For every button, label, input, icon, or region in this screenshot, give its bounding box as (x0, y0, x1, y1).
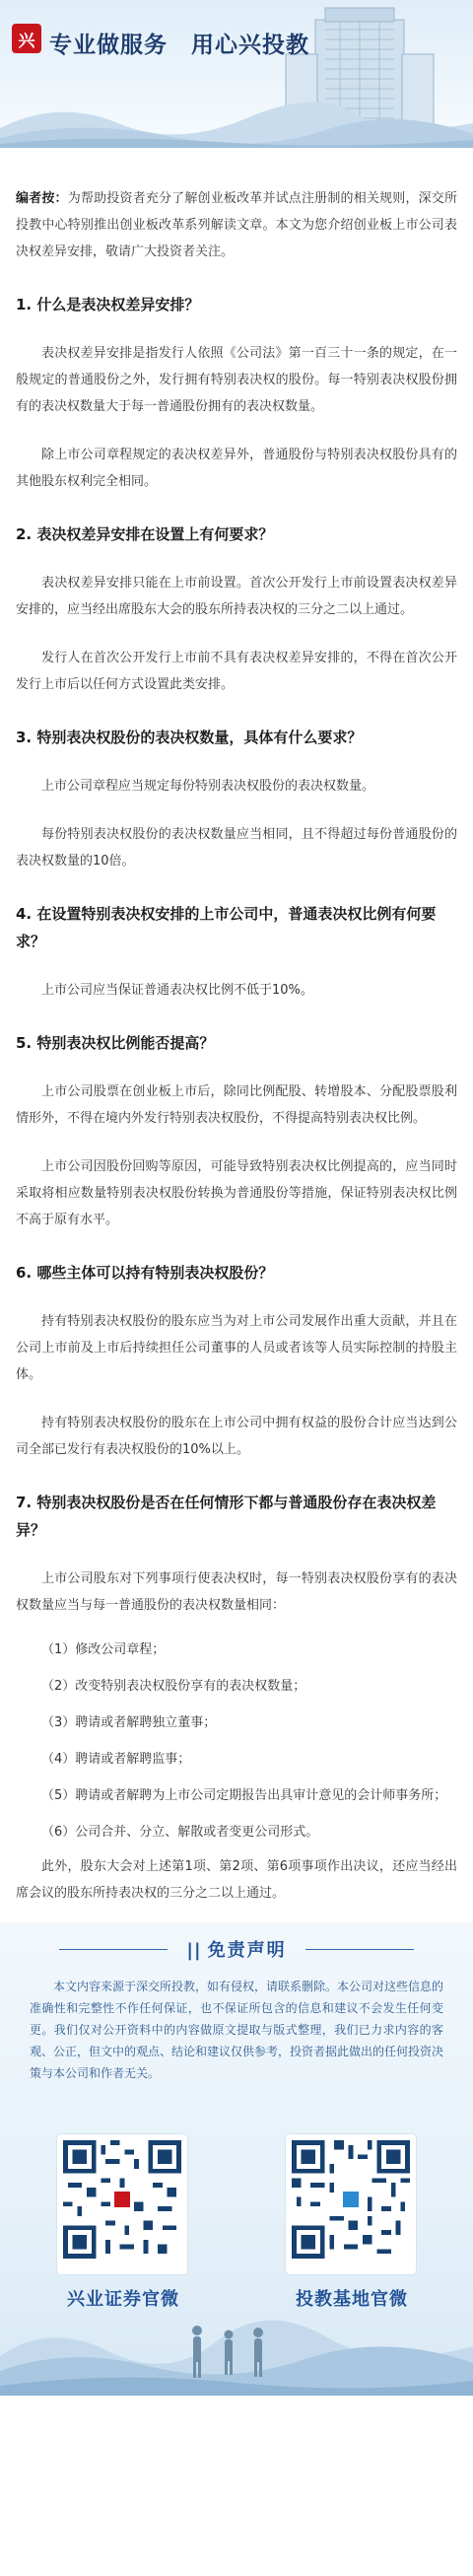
qr-label-xingye: 兴业证券官微 (67, 2289, 179, 2310)
header-banner (0, 0, 473, 148)
hills-decoration (0, 69, 473, 148)
list-item: （2）改变特别表决权股份享有的表决权数量； (41, 1679, 306, 1694)
header-slogan: 专业做服务 用心兴投教 (49, 33, 309, 58)
brand-logo: 兴 (12, 24, 41, 53)
title-bars-icon: || (186, 1940, 202, 1961)
disclaimer-text: 本文内容来源于深交所投教，如有侵权，请联系删除。本公司对这些信息的准确性和完整性不作任何保证，也不保证所包含的信息和建议不会发生任何变更。我们仅对公开资料中的内容做原文提取与版式整理，我们已力求内容的客观、公正，但文中的观点、结论和建议仅供参考，投资者据此做出的任何投资决策与本公司和作者无关。 (30, 1980, 444, 2080)
section-7-list (16, 1636, 457, 1845)
section-1-title: 1. 什么是表决权差异安排？ (16, 296, 200, 313)
section-3-paragraph-2: 每份特别表决权股份的表决权数量应当相同，且不得超过每份普通股份的表决权数量的10倍。 (16, 827, 457, 869)
section-2-paragraph-1: 表决权差异安排只能在上市前设置。首次公开发行上市前设置表决权差异安排的，应当经出席股东大会的股东所持表决权的三分之二以上通过。 (16, 576, 457, 617)
qr-code-icon (292, 2140, 410, 2259)
divider (305, 1949, 414, 1950)
section-5-paragraph-2: 上市公司因股份回购等原因，可能导致特别表决权比例提高的，应当同时采取将相应数量特别表决权股份转换为普通股份等措施，保证特别表决权比例不高于原有水平。 (16, 1159, 457, 1227)
divider (59, 1949, 168, 1950)
section-3-paragraph-1: 上市公司章程应当规定每份特别表决权股份的表决权数量。 (41, 779, 375, 794)
section-1-paragraph-2: 除上市公司章程规定的表决权差异外，普通股份与特别表决权股份具有的其他股东权利完全相同。 (16, 448, 457, 489)
editor-note-text: 为帮助投资者充分了解创业板改革并试点注册制的相关规则，深交所投教中心特别推出创业板改革系列解读文章。本文为您介绍创业板上市公司表决权差异安排，敬请广大投资者关注。 (16, 191, 457, 259)
qr-code-xingye[interactable] (57, 2134, 187, 2274)
section-4-paragraph-1: 上市公司应当保证普通表决权比例不低于10%。 (41, 983, 313, 998)
editor-note-label: 编者按： (16, 191, 68, 206)
qr-code-investor-base[interactable] (286, 2134, 416, 2274)
section-4-title: 4. 在设置特别表决权安排的上市公司中，普通表决权比例有何要求？ (16, 905, 437, 950)
qr-label-investor-base: 投教基地官微 (296, 2289, 408, 2310)
disclaimer-footer (0, 1922, 473, 2396)
section-2-paragraph-2: 发行人在首次公开发行上市前不具有表决权差异安排的，不得在首次公开发行上市后以任何方式设置此类安排。 (16, 651, 457, 692)
section-2-title: 2. 表决权差异安排在设置上有何要求？ (16, 525, 274, 543)
qr-code-icon (63, 2140, 181, 2259)
list-item: （5）聘请或者解聘为上市公司定期报告出具审计意见的会计师事务所； (41, 1788, 447, 1803)
people-figures-illustration (158, 2317, 305, 2386)
editor-note (16, 185, 457, 265)
section-6-paragraph-1: 持有特别表决权股份的股东应当为对上市公司发展作出重大贡献，并且在公司上市前及上市后持续担任公司董事的人员或者该等人员实际控制的持股主体。 (16, 1314, 457, 1382)
list-item: （4）聘请或者解聘监事； (41, 1752, 191, 1767)
article-body (0, 185, 473, 1907)
section-1-paragraph-1: 表决权差异安排是指发行人依照《公司法》第一百三十一条的规定，在一般规定的普通股份之外，发行拥有特别表决权的股份。每一特别表决权股份拥有的表决权数量大于每一普通股份拥有的表决权数量。 (16, 346, 457, 414)
section-3-title: 3. 特别表决权股份的表决权数量，具体有什么要求？ (16, 729, 363, 746)
section-5-title: 5. 特别表决权比例能否提高？ (16, 1034, 215, 1052)
section-6-title: 6. 哪些主体可以持有特别表决权股份？ (16, 1264, 274, 1282)
section-7-title: 7. 特别表决权股份是否在任何情形下都与普通股份存在表决权差异？ (16, 1494, 437, 1539)
list-item: （1）修改公司章程； (41, 1642, 166, 1657)
list-item: （6）公司合并、分立、解散或者变更公司形式。 (41, 1825, 319, 1840)
section-5-paragraph-1: 上市公司股票在创业板上市后，除同比例配股、转增股本、分配股票股利情形外，不得在境内外发行特别表决权股份，不得提高特别表决权比例。 (16, 1084, 457, 1126)
disclaimer-title: || 免责声明 (186, 1940, 287, 1961)
list-item: （3）聘请或者解聘独立董事； (41, 1715, 217, 1730)
section-7-closing: 此外，股东大会对上述第1项、第2项、第6项事项作出决议，还应当经出席会议的股东所持表决权的三分之二以上通过。 (16, 1859, 457, 1901)
disclaimer-header (0, 1936, 473, 1962)
section-7-paragraph-1: 上市公司股东对下列事项行使表决权时，每一特别表决权股份享有的表决权数量应当与每一普通股份的表决权数量相同： (16, 1571, 457, 1613)
section-6-paragraph-2: 持有特别表决权股份的股东在上市公司中拥有权益的股份合计应当达到公司全部已发行有表决权股份的10%以上。 (16, 1416, 457, 1457)
